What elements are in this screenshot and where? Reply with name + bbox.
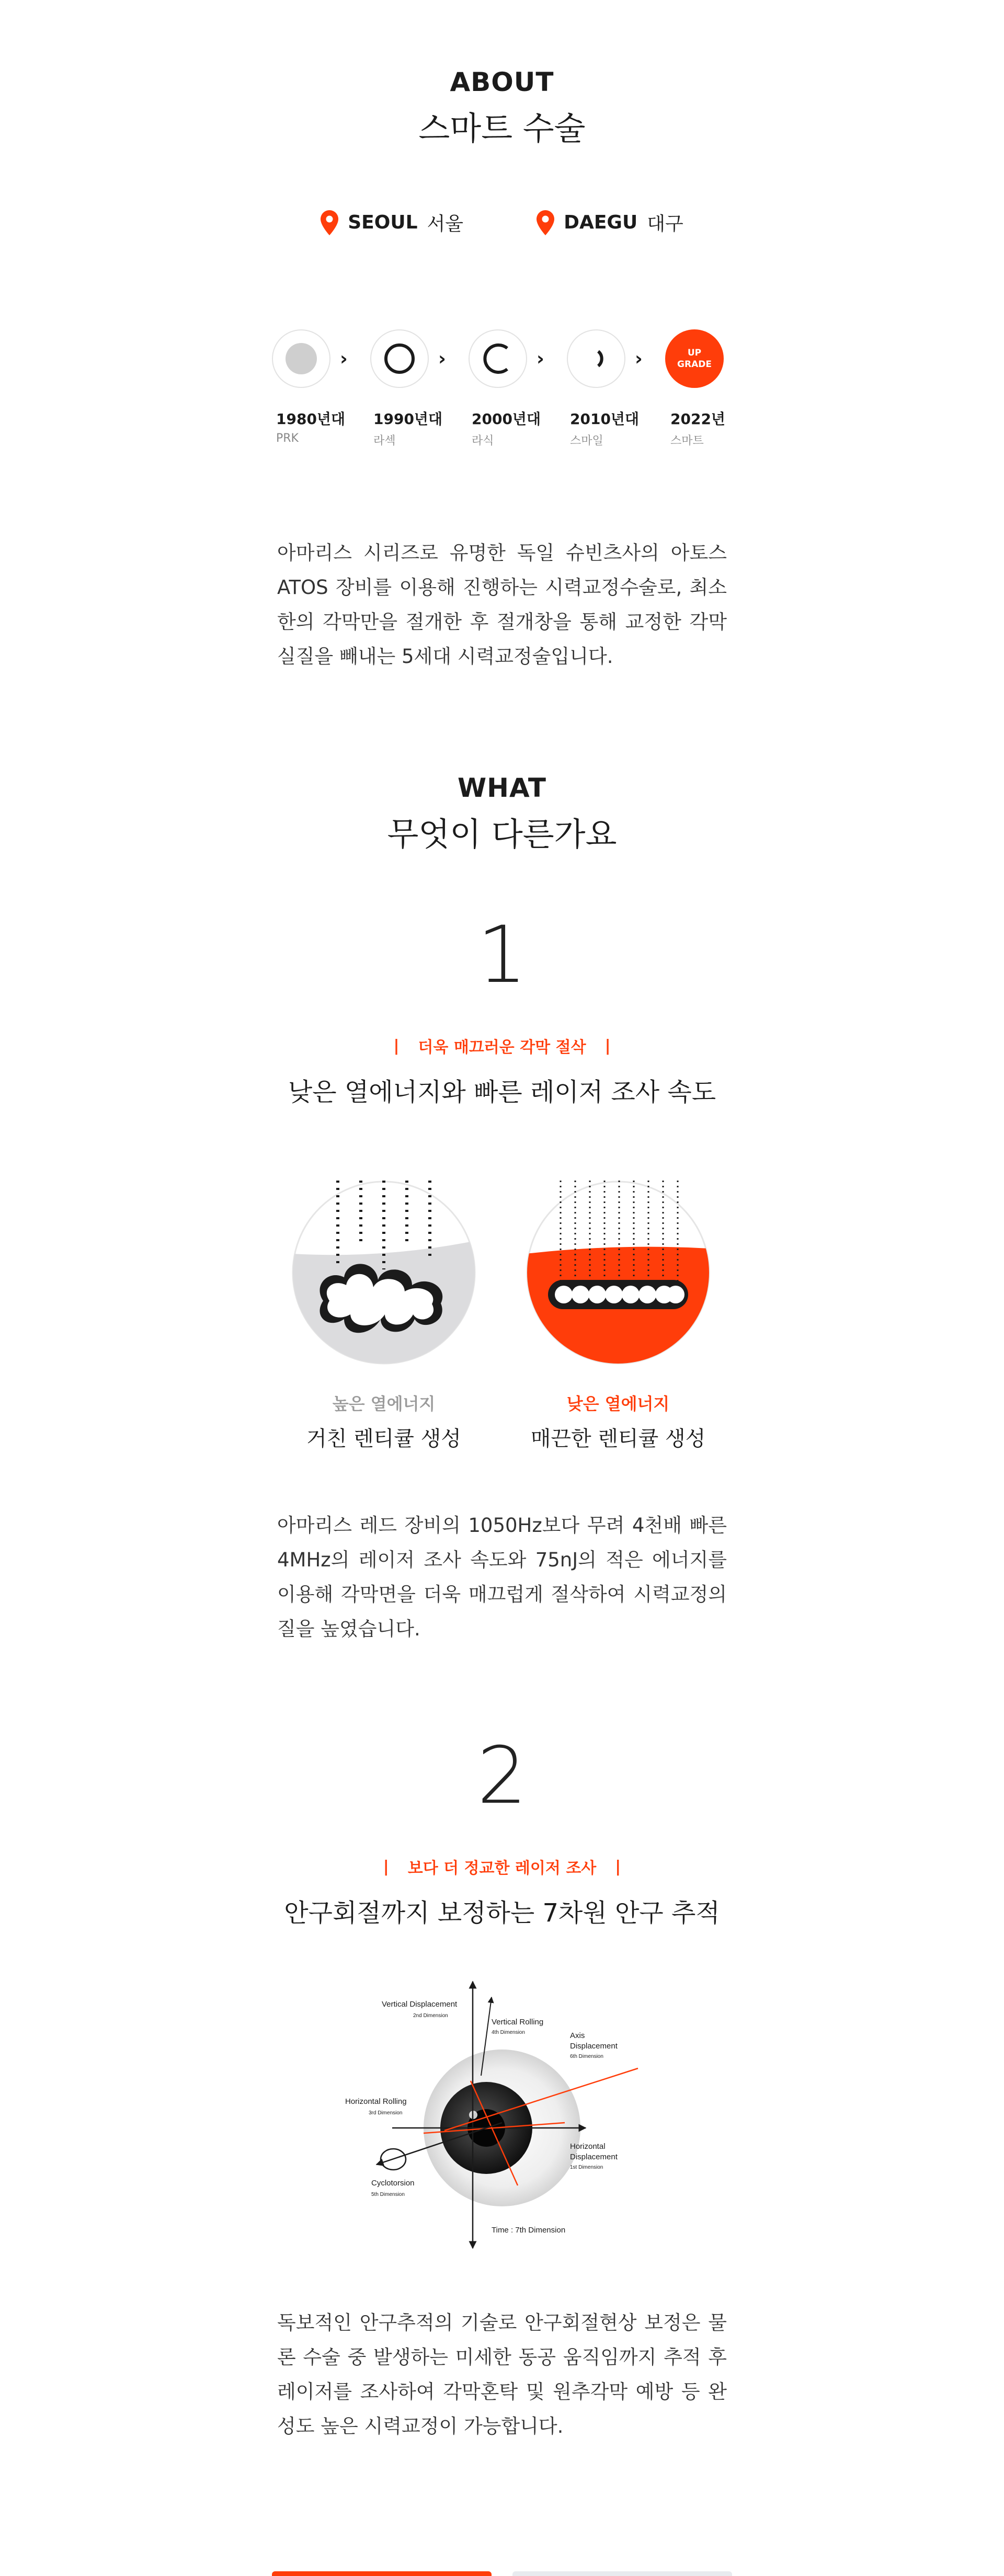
map-pin-icon [321,210,338,235]
rough-lenticule-illustration [292,1181,476,1365]
label-horizontal-rolling: Horizontal Rolling [345,2097,407,2106]
era-name: 스마일 [570,434,603,448]
label-horizontal-dim: 1st Dimension [570,2165,603,2170]
label-horizontal: Horizontal [570,2142,606,2151]
eye-tracking-diagram [345,1976,659,2280]
era-year: 2010년대 [570,410,640,428]
era-timeline [272,329,743,448]
era-year: 2022년 [670,410,725,428]
era-year: 1980년대 [276,410,346,428]
about-kicker: ABOUT [450,67,554,97]
location-list [0,209,1004,236]
era-year: 2000년대 [472,410,541,428]
era-name: 라섹 [373,434,396,448]
label-horizontal-displacement: Displacement [570,2153,618,2161]
upgrade-line2: GRADE [677,359,712,370]
feature1-paragraph: 아마리스 레드 장비의 1050Hz보다 무려 4천배 빠른 4MHz의 레이저 조사 속도와 75nJ의 적은 에너지를 이용해 각막면을 더욱 매끄럽게 절삭하여 시력교정의 질을 높였습니다. [277,1514,727,1640]
upgrade-badge [665,329,724,388]
what-title: 무엇이 다른가요 [387,815,617,853]
era-lasik-icon [469,329,527,388]
feature-number: 1 [477,910,527,1001]
chevron-right-icon: › [438,348,446,370]
location-en: DAEGU [564,212,638,233]
era-name: 스마트 [670,434,704,448]
label-vertical-displacement: Vertical Displacement [382,2000,458,2009]
right-caption-b: 매끈한 렌티큘 생성 [530,1427,706,1451]
what-kicker: WHAT [458,773,546,803]
chevron-right-icon: › [537,348,544,370]
label-axis-displacement: Displacement [570,2042,618,2051]
era-smile-icon [567,329,625,388]
upgrade-line1: UP [687,348,702,358]
feature-tag-row [0,1034,1004,1057]
era-year: 1990년대 [373,410,443,428]
era-name: 라식 [472,434,494,448]
feature-tag: 보다 더 정교한 레이저 조사 [407,1859,597,1877]
left-caption-b: 거친 렌티큘 생성 [306,1427,461,1451]
location-daegu[interactable] [537,209,683,236]
feature-title: 안구회절까지 보정하는 7차원 안구 추적 [284,1898,720,1928]
label-cyclotorsion: Cyclotorsion [371,2179,415,2188]
feature-tag-row [0,1855,1004,1878]
label-vertical-displacement-dim: 2nd Dimension [413,2013,448,2019]
label-vertical-rolling-dim: 4th Dimension [492,2030,525,2035]
chevron-right-icon: › [340,348,348,370]
feature-number: 2 [477,1731,527,1822]
feature-tag: 더욱 매끄러운 각막 절삭 [418,1038,586,1057]
location-en: SEOUL [348,212,418,233]
label-vertical-rolling: Vertical Rolling [492,2018,544,2027]
left-caption-a: 높은 열에너지 [332,1394,436,1414]
label-axis-dim: 6th Dimension [570,2054,603,2059]
label-horizontal-rolling-dim: 3rd Dimension [369,2110,403,2116]
location-seoul[interactable] [321,209,463,236]
tag-divider: | [615,1857,621,1876]
location-ko: 대구 [647,213,683,235]
feature-title: 낮은 열에너지와 빠른 레이저 조사 속도 [288,1078,716,1107]
era-lasek-icon [370,329,429,388]
chevron-right-icon: › [635,348,643,370]
era-prk-icon [272,329,330,388]
tag-divider: | [383,1857,389,1876]
smooth-lenticule-illustration [526,1181,710,1365]
tag-divider: | [393,1036,400,1055]
about-title: 스마트 수술 [418,109,586,147]
map-pin-icon [537,210,554,235]
tag-divider: | [604,1036,611,1055]
location-ko: 서울 [427,213,464,235]
label-cyclotorsion-dim: 5th Dimension [371,2192,405,2197]
label-axis: Axis [570,2031,585,2040]
bottom-button-right[interactable] [512,2571,732,2576]
about-paragraph: 아마리스 시리즈로 유명한 독일 슈빈츠사의 아토스ATOS 장비를 이용해 진행하는 시력교정수술로, 최소한의 각막만을 절개한 후 절개창을 통해 교정한 각막 실질을 빼내는 5세대 시력교정술입니다. [277,542,727,668]
right-caption-a: 낮은 열에너지 [566,1394,670,1414]
label-time: Time : 7th Dimension [492,2226,566,2235]
feature2-paragraph: 독보적인 안구추적의 기술로 안구회절현상 보정은 물론 수술 중 발생하는 미세한 동공 움직임까지 추적 후 레이저를 조사하여 각막혼탁 및 원추각막 예방 등 완성도 높은 시력교정이 가능합니다. [277,2311,727,2437]
era-name: PRK [276,432,299,445]
bottom-button-left[interactable] [272,2571,492,2576]
